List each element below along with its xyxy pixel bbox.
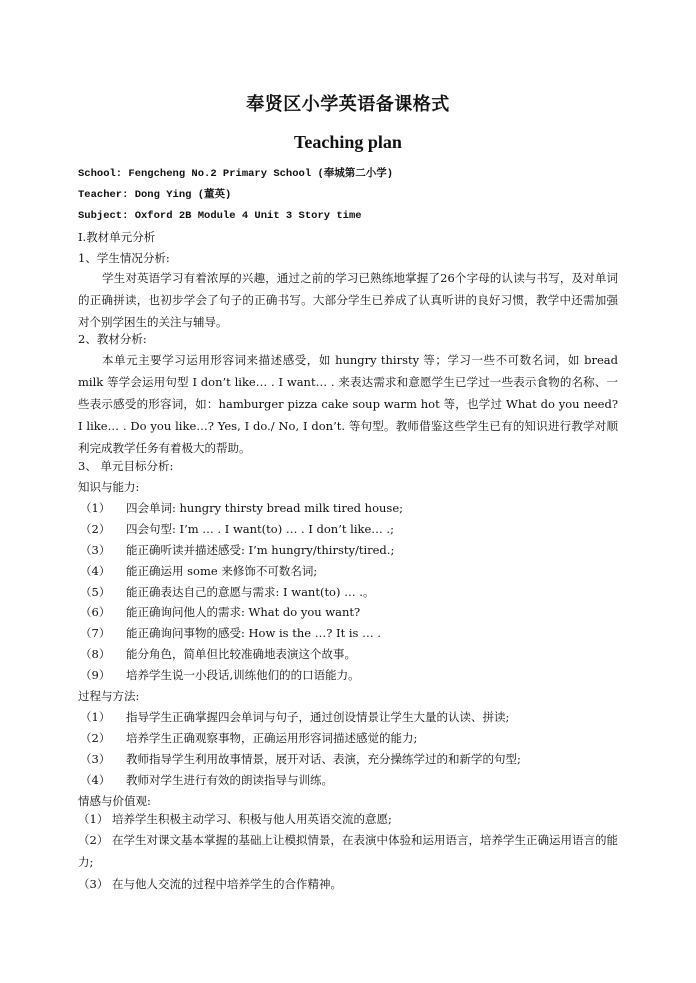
teacher-line: Teacher: Dong Ying (董英): [78, 189, 232, 201]
list-item: （9） 培养学生说一小段话,训练他们的的口语能力。: [80, 668, 360, 682]
student-analysis-heading: 1、学生情况分析:: [78, 251, 170, 265]
process-method-heading: 过程与方法:: [78, 689, 140, 703]
list-item: （5） 能正确表达自己的意愿与需求: I want(to) … .。: [80, 585, 375, 599]
list-item: （4） 教师对学生进行有效的朗读指导与训练。: [80, 773, 333, 787]
list-item: （7） 能正确询问事物的感受: How is the …? It is … .: [80, 626, 381, 640]
list-item: （2） 培养学生正确观察事物，正确运用形容词描述感觉的能力;: [80, 731, 418, 745]
student-analysis-paragraph: 学生对英语学习有着浓厚的兴趣，通过之前的学习已熟练地掌握了26个字母的认读与书写，及对单词的正确拼读，也初步学会了句子的正确书写。大部分学生已养成了认真听讲的良好习惯，教学中还需加强对个别学困生的关注与辅导。: [78, 271, 618, 329]
document-title-english: Teaching plan: [294, 132, 402, 152]
list-item: （8） 能分角色，简单但比较准确地表演这个故事。: [80, 647, 356, 661]
list-item: （1） 四会单词: hungry thirsty bread milk tired house;: [80, 501, 403, 515]
list-item: （1） 培养学生积极主动学习、积极与他人用英语交流的意愿;: [78, 812, 392, 826]
list-item: （3） 能正确听读并描述感受: I’m hungry/thirsty/tired.;: [80, 543, 395, 557]
list-item: （6） 能正确询问他人的需求: What do you want?: [80, 605, 361, 619]
list-item: （4） 能正确运用 some 来修饰不可数名词;: [80, 564, 318, 578]
subject-line: Subject: Oxford 2B Module 4 Unit 3 Story time: [78, 210, 362, 222]
school-line: School: Fengcheng No.2 Primary School (奉城第二小学): [78, 168, 394, 180]
emotion-value-heading: 情感与价值观:: [78, 794, 151, 808]
goal-analysis-heading: 3、 单元目标分析:: [78, 459, 174, 473]
list-item: （3） 教师指导学生利用故事情景，展开对话、表演，充分操练学过的和新学的句型;: [80, 752, 521, 766]
list-item: （2） 四会句型: I’m … . I want(to) … . I don’t like… .;: [80, 522, 394, 536]
material-analysis-heading: 2、教材分析:: [78, 332, 147, 346]
list-item: （1） 指导学生正确掌握四会单词与句子，通过创设情景让学生大量的认读、拼读;: [80, 710, 510, 724]
list-item: （2） 在学生对课文基本掌握的基础上让模拟情景，在表演中体验和运用语言，培养学生正确运用语言的能力;: [78, 833, 618, 869]
section-heading: I.教材单元分析: [78, 230, 156, 244]
list-item: （3） 在与他人交流的过程中培养学生的合作精神。: [78, 877, 342, 891]
document-title-chinese: 奉贤区小学英语备课格式: [246, 94, 450, 115]
material-analysis-paragraph: 本单元主要学习运用形容词来描述感受，如 hungry thirsty 等；学习一些不可数名词，如 bread milk 等学会运用句型 I don’t like… . I want… . 来表达需求和意愿学生已学过一些表示食物的名称、一些表示感受的形容词，如：hamburger pizza cake soup warm hot 等，也学过 What do you need? I like… . Do you like…? Yes, I do./ No, I don’t. 等句型。教师借鉴这些学生已有的知识进行教学对顺利完成教学任务有着极大的帮助。: [78, 353, 618, 455]
knowledge-ability-heading: 知识与能力:: [78, 480, 140, 494]
